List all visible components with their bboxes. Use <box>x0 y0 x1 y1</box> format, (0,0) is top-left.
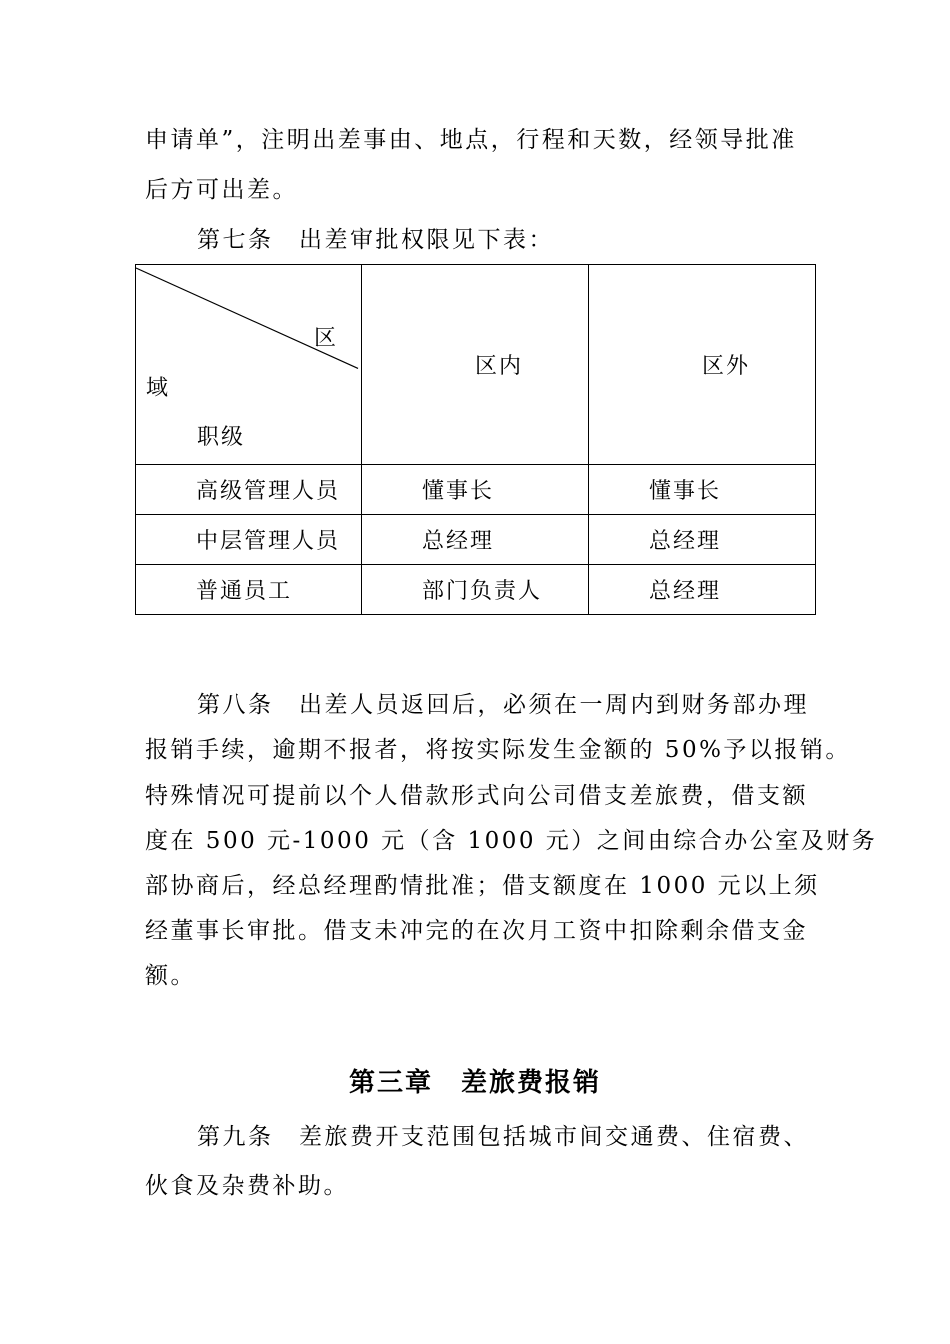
header-outside: 区外 <box>589 265 816 465</box>
row-level: 高级管理人员 <box>136 465 362 515</box>
row-outside: 懂事长 <box>589 465 816 515</box>
article8-line-3: 特殊情况可提前以个人借款形式向公司借支差旅费，借支额 <box>145 783 808 809</box>
row-inside: 总经理 <box>362 515 589 565</box>
row-outside: 总经理 <box>589 565 816 615</box>
article7-text: 第七条 出差审批权限见下表： <box>197 227 554 253</box>
table-row <box>136 465 816 515</box>
row-level: 普通员工 <box>136 565 362 615</box>
corner-level-label: 职级 <box>197 425 246 450</box>
row-outside: 总经理 <box>589 515 816 565</box>
article8-line-2: 报销手续，逾期不报者，将按实际发生金额的 50%予以报销。 <box>145 737 851 763</box>
table-row <box>136 515 816 565</box>
corner-region-label: 区 <box>314 326 339 351</box>
table-row <box>136 565 816 615</box>
table-header-row <box>136 265 816 465</box>
article8-line-1: 第八条 出差人员返回后，必须在一周内到财务部办理 <box>197 692 809 718</box>
corner-region-label-2: 域 <box>146 376 171 401</box>
approval-table <box>135 264 816 615</box>
table-corner-cell <box>136 265 362 465</box>
article9-line-2: 伙食及杂费补助。 <box>145 1173 349 1199</box>
article8-line-5: 部协商后，经总经理酌情批准；借支额度在 1000 元以上须 <box>145 873 820 899</box>
chapter-heading: 第三章 差旅费报销 <box>348 1068 601 1098</box>
article9-line-1: 第九条 差旅费开支范围包括城市间交通费、住宿费、 <box>197 1124 809 1150</box>
row-level: 中层管理人员 <box>136 515 362 565</box>
diagonal-line <box>136 265 361 464</box>
article8-line-6: 经董事长审批。借支未冲完的在次月工资中扣除剩余借支金 <box>145 918 808 944</box>
row-inside: 部门负责人 <box>362 565 589 615</box>
header-inside: 区内 <box>362 265 589 465</box>
intro-line-1: 申请单”，注明出差事由、地点，行程和天数，经领导批准 <box>145 127 797 153</box>
article8-line-4: 度在 500 元-1000 元（含 1000 元）之间由综合办公室及财务 <box>145 828 878 854</box>
intro-line-2: 后方可出差。 <box>145 177 298 203</box>
article8-line-7: 额。 <box>145 963 196 989</box>
row-inside: 懂事长 <box>362 465 589 515</box>
